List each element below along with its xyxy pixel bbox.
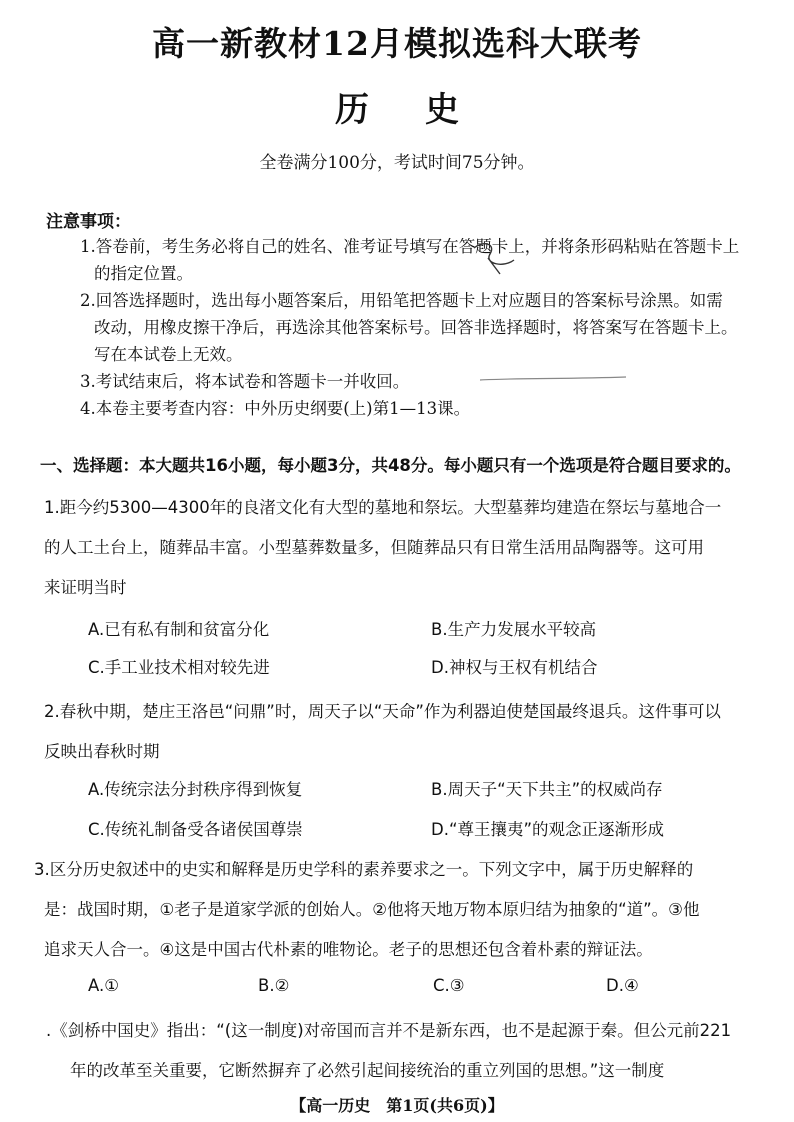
notice-line: 4.本卷主要考查内容：中外历史纲要(上)第1—13课。 — [80, 399, 471, 418]
notice-line: 改动，用橡皮擦干净后，再选涂其他答案标号。回答非选择题时，将答案写在答题卡上。 — [94, 318, 738, 337]
notice-line: 1.答卷前，考生务必将自己的姓名、准考证号填写在答题卡上，并将条形码粘贴在答题卡上 — [80, 237, 740, 256]
question-line: 2.春秋中期，楚庄王洛邑“问鼎”时，周天子以“天命”作为利器迫使楚国最终退兵。这件事可以 — [44, 702, 721, 721]
option-b[interactable]: B.周天子“天下共主”的权威尚存 — [431, 780, 663, 799]
question-4 — [46, 1011, 766, 1091]
option-c[interactable]: C.传统礼制备受各诸侯国尊崇 — [88, 820, 303, 839]
question-line: 3.区分历史叙述中的史实和解释是历史学科的素养要求之一。下列文字中，属于历史解释的 — [34, 860, 694, 879]
notice-item-4 — [80, 395, 760, 422]
exam-info: 全卷满分100分，考试时间75分钟。 — [259, 153, 535, 173]
page-footer: 【高一历史 第1页(共6页)】 — [290, 1096, 504, 1115]
option-a[interactable]: A.① — [88, 976, 120, 995]
notice-item-2 — [80, 287, 760, 368]
question-line: 是：战国时期，①老子是道家学派的创始人。②他将天地万物本原归结为抽象的“道”。③他 — [44, 900, 700, 919]
option-a[interactable]: A.传统宗法分封秩序得到恢复 — [88, 780, 303, 799]
section-heading: 一、选择题：本大题共16小题，每小题3分，共48分。每小题只有一个选项是符合题目要求的。 — [40, 456, 741, 475]
notice-line: 2.回答选择题时，选出每小题答案后，用铅笔把答题卡上对应题目的答案标号涂黑。如需 — [80, 291, 723, 310]
option-c[interactable]: C.③ — [433, 976, 465, 995]
exam-title: 高一新教材12月模拟选科大联考 — [152, 24, 642, 63]
option-b[interactable]: B.生产力发展水平较高 — [431, 620, 597, 639]
option-d[interactable]: D.神权与王权有机结合 — [431, 658, 598, 677]
option-d[interactable]: D.“尊王攘夷”的观念正逐渐形成 — [431, 820, 665, 839]
question-line: 年的改革至关重要，它断然摒弃了必然引起间接统治的重立列国的思想。”这一制度 — [70, 1061, 665, 1080]
question-line: .《剑桥中国史》指出：“(这一制度)对帝国而言并不是新东西，也不是起源于秦。但公元前221 — [46, 1021, 732, 1040]
notice-item-1 — [80, 233, 760, 287]
option-a[interactable]: A.已有私有制和贫富分化 — [88, 620, 270, 639]
question-line: 反映出春秋时期 — [44, 742, 160, 761]
option-b[interactable]: B.② — [258, 976, 290, 995]
question-line: 的人工土台上，随葬品丰富。小型墓葬数量多，但随葬品只有日常生活用品陶器等。这可用 — [44, 538, 704, 557]
notice-line: 的指定位置。 — [94, 264, 193, 283]
notice-line: 3.考试结束后，将本试卷和答题卡一并收回。 — [80, 372, 410, 391]
pen-stroke-icon — [478, 374, 628, 384]
question-2 — [44, 692, 764, 772]
question-line: 来证明当时 — [44, 578, 127, 597]
option-d[interactable]: D.④ — [606, 976, 639, 995]
question-3 — [34, 850, 754, 970]
question-1 — [44, 488, 764, 608]
notice-item-3 — [80, 368, 760, 395]
subject-title: 历史 — [335, 90, 515, 130]
option-c[interactable]: C.手工业技术相对较先进 — [88, 658, 270, 677]
pen-scribble-icon — [470, 238, 520, 278]
question-line: 追求天人合一。④这是中国古代朴素的唯物论。老子的思想还包含着朴素的辩证法。 — [44, 940, 653, 959]
question-line: 1.距今约5300—4300年的良渚文化有大型的墓地和祭坛。大型墓葬均建造在祭坛与墓地合一 — [44, 498, 722, 517]
notice-heading: 注意事项： — [46, 212, 131, 232]
notice-line: 写在本试卷上无效。 — [94, 345, 243, 364]
